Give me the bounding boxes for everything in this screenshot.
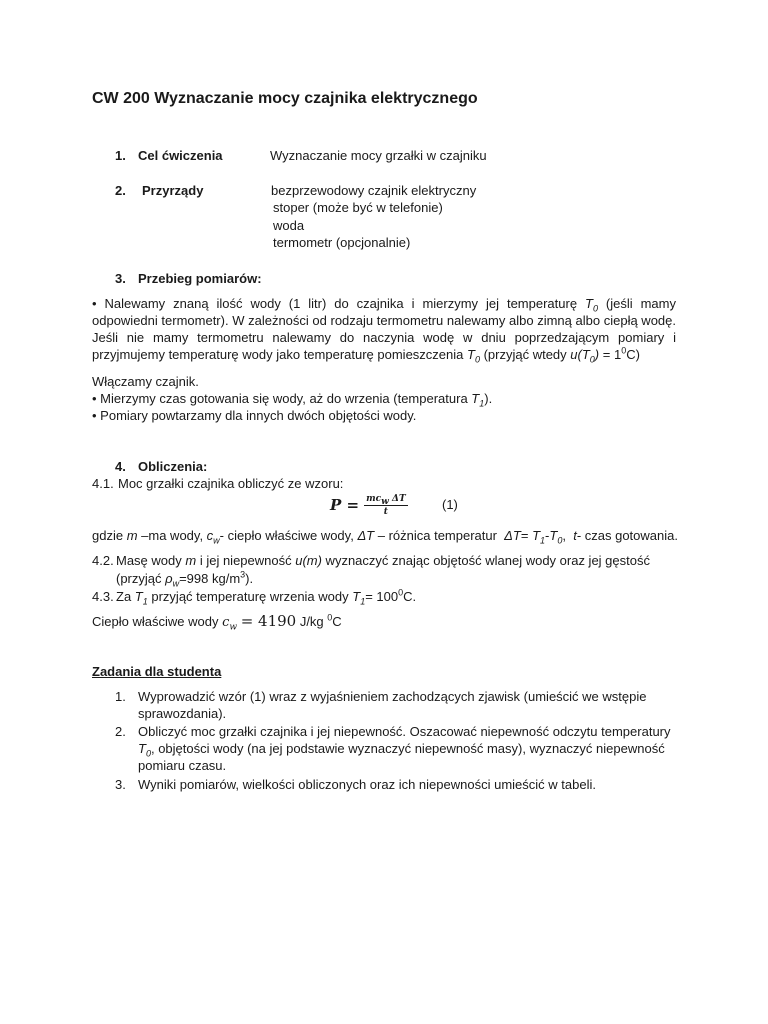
item-4-3-number: 4.3. [92, 589, 114, 604]
symbol-definitions: gdzie m –ma wody, $c_w-$ ciepło właściwe wody, ΔT – różnica temperatur $\Delta T= T_1-T_0$, t- czas gotowania. [92, 528, 678, 546]
section-4-number: 4. [115, 459, 126, 474]
item-4-2-number: 4.2. [92, 553, 114, 568]
section-4-label: Obliczenia: [138, 459, 208, 474]
formula-equation-number: (1) [442, 497, 458, 512]
section-2-number: 2. [115, 183, 126, 198]
task-text: $T_0$, objętości wody (na jej podstawie wyznaczyć niepewność masy), wyznaczyć niepewność [138, 741, 665, 759]
procedure-line: • Mierzymy czas gotowania się wody, aż do wrzenia (temperatura $T_1$). [92, 391, 493, 409]
task-text: pomiaru czasu. [138, 758, 227, 773]
task-number: 2. [115, 724, 126, 739]
page-title: CW 200 Wyznaczanie mocy czajnika elektrycznego [92, 90, 478, 107]
equipment-item: woda [273, 218, 305, 233]
task-text: Obliczyć moc grzałki czajnika i jej niepewność. Oszacować niepewność odczytu temperatury [138, 724, 671, 739]
section-3-label: Przebieg pomiarów: [138, 271, 262, 286]
task-text: sprawozdania). [138, 706, 227, 721]
item-4-1-text: Moc grzałki czajnika obliczyć ze wzoru: [118, 476, 344, 491]
formula-denominator: t [383, 506, 388, 517]
task-number: 3. [115, 777, 126, 792]
task-number: 1. [115, 689, 126, 704]
specific-heat-line: Ciepło właściwe wody $c_w = 4190$ J/kg $^0$C [92, 612, 342, 633]
section-1-number: 1. [115, 148, 126, 163]
formula-lhs: P = [330, 495, 360, 514]
task-text: Wyprowadzić wzór (1) wraz z wyjaśnieniem zachodzących zjawisk (umieścić we wstępie [138, 689, 647, 704]
procedure-paragraph: • Nalewamy znaną ilość wody (1 litr) do czajnika i mierzymy jej temperaturę $T_0$ (jeśli mamy odpowiedni termometr). W zależności od rodzaju termometru nalewamy albo zimną albo ciepłą wodę. Jeśli nie mamy termometru nalewamy do naczynia wodę w dniu poprzedzającym pomiary i przyjmujemy temperaturę wody jako temperaturę pomieszczenia $T_0$ (przyjąć wtedy $u(T_0) = 1^0C$) [92, 296, 676, 365]
item-4-2-continuation: (przyjąć $\rho_w=998$ $kg/m^3$). [116, 569, 254, 589]
equipment-item: termometr (opcjonalnie) [273, 235, 411, 250]
formula-numerator: $mc_w$ ΔT [366, 493, 406, 507]
item-4-1-number: 4.1. [92, 476, 114, 491]
section-1-label: Cel ćwiczenia [138, 148, 223, 163]
equipment-item: bezprzewodowy czajnik elektryczny [271, 183, 477, 198]
task-text: Wyniki pomiarów, wielkości obliczonych oraz ich niepewności umieścić w tabeli. [138, 777, 596, 792]
equipment-item: stoper (może być w telefonie) [273, 200, 443, 215]
tasks-heading: Zadania dla studenta [92, 664, 222, 679]
item-4-3-text: Za $T_1$ przyjąć temperaturę wrzenia wody $T_1= 100^0C$. [116, 587, 417, 607]
formula-fraction [364, 494, 408, 517]
procedure-line: • Pomiary powtarzamy dla innych dwóch objętości wody. [92, 408, 417, 423]
section-2-label: Przyrządy [142, 183, 204, 198]
section-3-number: 3. [115, 271, 126, 286]
section-1-value: Wyznaczanie mocy grzałki w czajniku [270, 148, 487, 163]
procedure-line: Włączamy czajnik. [92, 374, 199, 389]
power-formula [330, 490, 408, 520]
item-4-2-text: Masę wody m i jej niepewność u(m) wyznaczyć znając objętość wlanej wody oraz jej gęstość [116, 553, 650, 568]
